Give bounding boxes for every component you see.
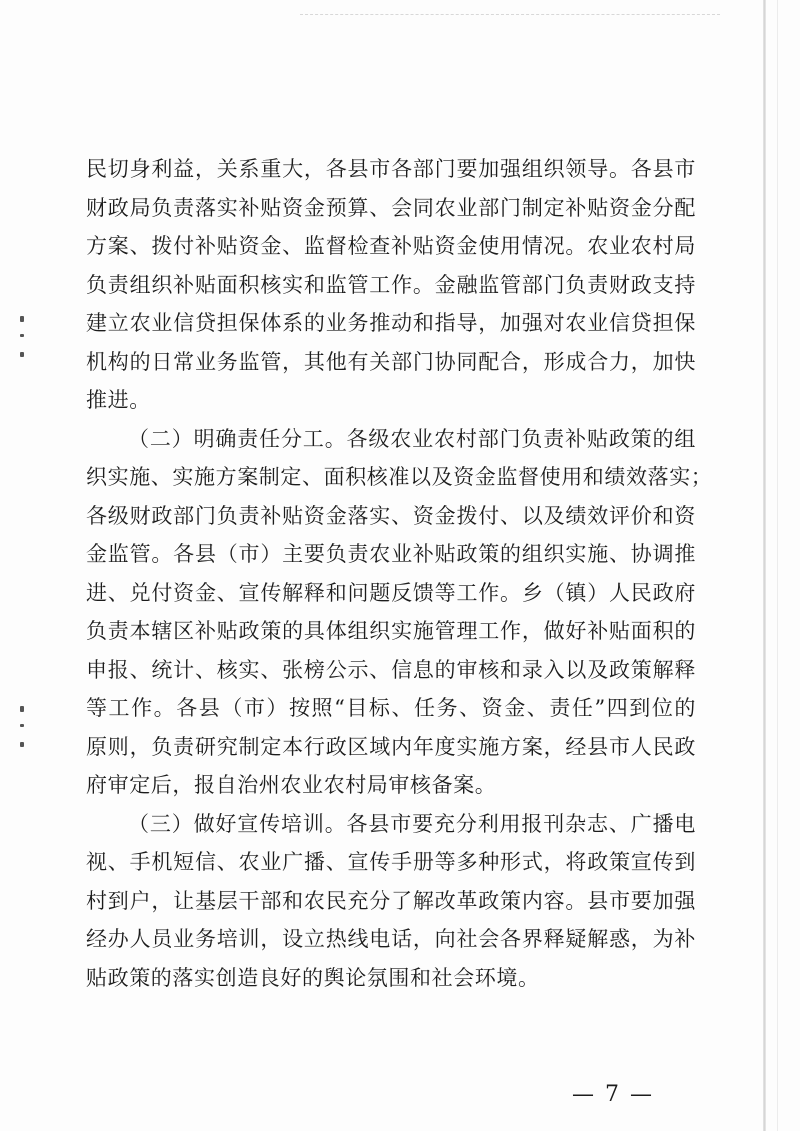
binding-mark [20,352,24,357]
scan-top-edge [300,14,720,15]
scan-right-edge [763,0,766,1131]
text-line: 负责组织补贴面积核实和监管工作。金融监管部门负责财政支持 [86,272,696,297]
binding-mark [20,316,24,322]
text-line: 建立农业信贷担保体系的业务推动和指导，加强对农业信贷担保 [86,311,696,335]
binding-mark [20,724,24,727]
text-line: 各级财政部门负责补贴资金落实、资金拨付、以及绩效评价和资 [86,503,696,528]
text-line: 申报、统计、核实、张榜公示、信息的审核和录入以及政策解释 [86,657,696,682]
text-line: 金监管。各县（市）主要负责农业补贴政策的组织实施、协调推 [86,542,696,566]
text-line: 财政局负责落实补贴资金预算、会同农业部门制定补贴资金分配 [86,195,696,220]
binding-mark [20,334,24,337]
text-line: 村到户，让基层干部和农民充分了解改革政策内容。县市要加强 [86,888,696,913]
binding-mark [20,742,24,747]
text-line: 府审定后，报自治州农业农村局审核备案。 [86,773,497,797]
paragraph-heading-line: （二）明确责任分工。各级农业农村部门负责补贴政策的组 [128,426,696,451]
text-line: 原则，负责研究制定本行政区域内年度实施方案，经县市人民政 [86,734,696,759]
page-number: — 7 — [572,1082,654,1107]
text-line: 方案、拨付补贴资金、监督检查补贴资金使用情况。农业农村局 [86,234,696,258]
text-line: 等工作。各县（市）按照“目标、任务、资金、责任”四到位的 [86,696,696,720]
text-line: 推进。 [86,388,151,412]
scan-right-edge-inner [777,0,778,1131]
paragraph-heading-line: （三）做好宣传培训。各县市要充分利用报刊杂志、广播电 [128,811,696,836]
text-line: 经办人员业务培训，设立热线电话，向社会各界释疑解惑，为补 [86,927,696,951]
text-line: 贴政策的落实创造良好的舆论氛围和社会环境。 [86,965,540,990]
text-line: 视、手机短信、农业广播、宣传手册等多种形式，将政策宣传到 [86,850,696,874]
text-line: 民切身利益，关系重大，各县市各部门要加强组织领导。各县市 [86,157,696,181]
body-text [86,150,713,997]
text-line: 织实施、实施方案制定、面积核准以及资金监督使用和绩效落实； [86,465,713,489]
text-line: 机构的日常业务监管，其他有关部门协同配合，形成合力，加快 [86,349,696,374]
text-line: 进、兑付资金、宣传解释和问题反馈等工作。乡（镇）人民政府 [86,580,696,605]
binding-mark [20,706,24,712]
text-line: 负责本辖区补贴政策的具体组织实施管理工作，做好补贴面积的 [86,619,696,643]
